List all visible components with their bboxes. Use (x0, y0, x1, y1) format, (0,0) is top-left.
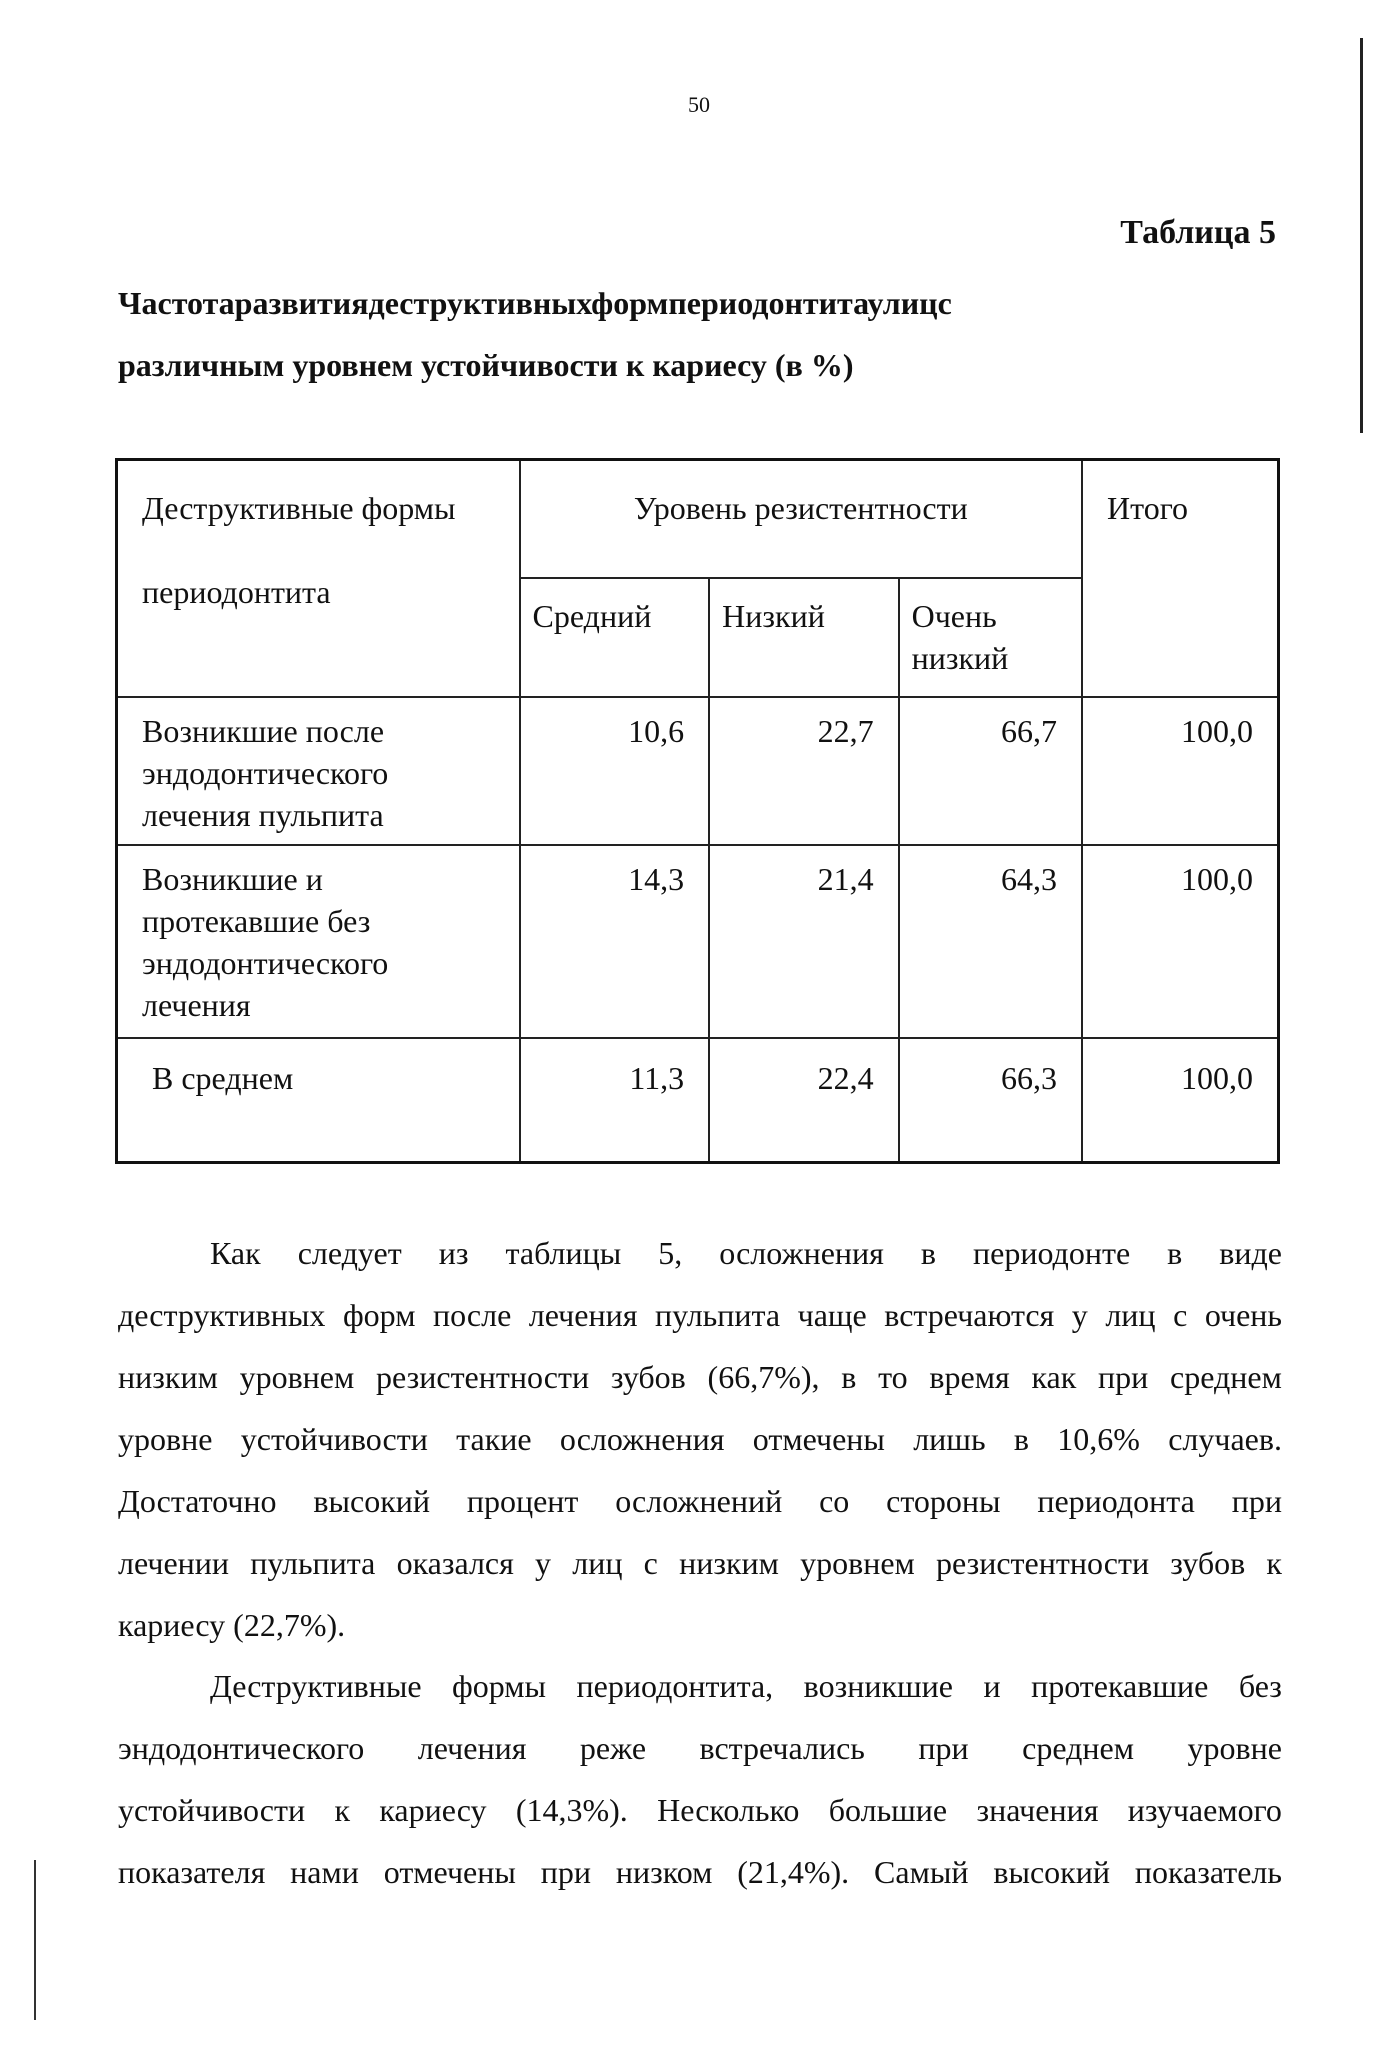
word: нами (290, 1854, 359, 1890)
cell-value: 66,7 (899, 697, 1082, 846)
word: в (1013, 1421, 1029, 1457)
word: среднем (1022, 1730, 1134, 1766)
cell-value: 100,0 (1082, 845, 1278, 1038)
word: зубов (610, 1359, 686, 1395)
word: 5, (658, 1235, 683, 1271)
word: деструктивных (368, 285, 592, 321)
word: следует (297, 1235, 402, 1271)
word: лиц (1105, 1297, 1156, 1333)
row-label: В среднем (117, 1038, 520, 1163)
cell-value: 66,3 (899, 1038, 1082, 1163)
word: лиц (572, 1545, 623, 1581)
word: Самый (874, 1854, 969, 1890)
word: в (920, 1235, 936, 1271)
word: 10,6% (1057, 1421, 1140, 1457)
row-label: Возникшие после эндодонтического лечения пульпита (117, 697, 520, 846)
row-label: Возникшие и протекавшие без эндодонтического лечения (117, 845, 520, 1038)
header-low: Низкий (709, 578, 898, 697)
cell-value: 100,0 (1082, 697, 1278, 846)
word: протекавшие (1031, 1668, 1209, 1704)
word: чаще (797, 1297, 867, 1333)
caption-line (118, 272, 1278, 334)
word: высокий (313, 1483, 430, 1519)
word: осложнения (559, 1421, 725, 1457)
word: лишь (913, 1421, 986, 1457)
paragraph-line (118, 1779, 1282, 1841)
word: Достаточно (118, 1483, 277, 1519)
word: при (1098, 1359, 1149, 1395)
word: Частота (118, 285, 235, 321)
caption-line: различным уровнем устойчивости к кариесу (в %) (118, 347, 854, 383)
word: при (1231, 1483, 1282, 1519)
word: со (819, 1483, 850, 1519)
word: отмечены (383, 1854, 516, 1890)
word: стороны (886, 1483, 1001, 1519)
word: периодонта (1037, 1483, 1195, 1519)
table-row (117, 845, 1279, 1038)
word: из (438, 1235, 469, 1271)
word: уровнем (800, 1545, 915, 1581)
word: осложнения (719, 1235, 884, 1271)
paragraph-line: кариесу (22,7%). (118, 1607, 346, 1643)
word: лечения (528, 1297, 638, 1333)
word: у (867, 285, 883, 321)
cell-value: 14,3 (520, 845, 710, 1038)
header-resistance-level: Уровень резистентности (520, 460, 1083, 579)
word: периодонте (973, 1235, 1131, 1271)
word: большие (828, 1792, 948, 1828)
word: у (1071, 1297, 1088, 1333)
word: зубов (1170, 1545, 1246, 1581)
word: как (1031, 1359, 1077, 1395)
paragraph (118, 1655, 1282, 1903)
paragraph-line (118, 1470, 1282, 1532)
word: лечении (118, 1545, 230, 1581)
word: возникшие (803, 1668, 953, 1704)
word: устойчивости (240, 1421, 428, 1457)
word: оказался (396, 1545, 514, 1581)
word: пульпита (654, 1297, 781, 1333)
word: периодонтита (668, 285, 868, 321)
word: показателя (118, 1854, 266, 1890)
cell-value: 21,4 (709, 845, 898, 1038)
word: периодонтита, (576, 1668, 774, 1704)
word: то (878, 1359, 908, 1395)
word: низким (679, 1545, 779, 1581)
word: лиц (882, 285, 938, 321)
word: без (1238, 1668, 1282, 1704)
paragraph-line (118, 1841, 1282, 1903)
word: изучаемого (1127, 1792, 1282, 1828)
word: с (1173, 1297, 1188, 1333)
word: реже (579, 1730, 647, 1766)
word: низким (118, 1359, 218, 1395)
cell-value: 22,4 (709, 1038, 898, 1163)
paragraph-line (118, 1346, 1282, 1408)
word: встречались (699, 1730, 865, 1766)
word: уровне (1187, 1730, 1282, 1766)
word: развития (234, 285, 369, 321)
header-destructive-forms: Деструктивные формы периодонтита (117, 460, 520, 697)
word: Несколько (657, 1792, 800, 1828)
word: Как (210, 1235, 261, 1271)
paragraph-line (118, 1284, 1282, 1346)
word: такие (456, 1421, 532, 1457)
word: значения (976, 1792, 1099, 1828)
word: лечения (417, 1730, 527, 1766)
scan-border-line (34, 1860, 36, 2020)
word: к (334, 1792, 350, 1828)
word: виде (1219, 1235, 1282, 1271)
word: устойчивости (118, 1792, 306, 1828)
header-total: Итого (1082, 460, 1278, 697)
word: таблицы (505, 1235, 622, 1271)
table-row (117, 1038, 1279, 1163)
word: и (983, 1668, 1001, 1704)
header-very-low: Очень низкий (899, 578, 1082, 697)
word: форм (591, 285, 669, 321)
word: низком (615, 1854, 713, 1890)
word: резистентности (935, 1545, 1150, 1581)
word: в (1167, 1235, 1183, 1271)
table-label: Таблица 5 (1120, 214, 1276, 251)
word: (14,3%). (515, 1792, 628, 1828)
header-medium: Средний (520, 578, 710, 697)
paragraph-line (118, 1222, 1282, 1284)
word: кариесу (379, 1792, 487, 1828)
word: уровне (118, 1421, 213, 1457)
word: эндодонтического (118, 1730, 365, 1766)
word: с (937, 285, 952, 321)
word: уровнем (239, 1359, 355, 1395)
paragraph (118, 1222, 1282, 1656)
word: Деструктивные (210, 1668, 422, 1704)
word: среднем (1170, 1359, 1282, 1395)
data-table (115, 458, 1280, 1164)
word: показатель (1134, 1854, 1282, 1890)
cell-value: 64,3 (899, 845, 1082, 1038)
word: резистентности (376, 1359, 590, 1395)
word: в (841, 1359, 857, 1395)
paragraph-line (118, 1408, 1282, 1470)
word: высокий (993, 1854, 1110, 1890)
paragraph-line (118, 1655, 1282, 1717)
word: деструктивных (118, 1297, 326, 1333)
word: с (643, 1545, 658, 1581)
word: пульпита (250, 1545, 376, 1581)
table-row (117, 697, 1279, 846)
word: случаев. (1168, 1421, 1282, 1457)
cell-value: 11,3 (520, 1038, 710, 1163)
table-caption (118, 272, 1278, 396)
word: очень (1204, 1297, 1282, 1333)
paragraph-line (118, 1717, 1282, 1779)
word: время (929, 1359, 1010, 1395)
word: форм (342, 1297, 416, 1333)
word: формы (452, 1668, 547, 1704)
word: процент (466, 1483, 579, 1519)
cell-value: 22,7 (709, 697, 898, 846)
word: к (1266, 1545, 1282, 1581)
word: при (540, 1854, 591, 1890)
paragraph-line (118, 1532, 1282, 1594)
word: отмечены (752, 1421, 885, 1457)
word: (66,7%), (707, 1359, 820, 1395)
cell-value: 10,6 (520, 697, 710, 846)
word: у (535, 1545, 552, 1581)
word: при (918, 1730, 969, 1766)
word: после (432, 1297, 512, 1333)
page-number: 50 (688, 92, 710, 117)
cell-value: 100,0 (1082, 1038, 1278, 1163)
word: осложнений (615, 1483, 783, 1519)
word: (21,4%). (737, 1854, 850, 1890)
word: встречаются (884, 1297, 1055, 1333)
